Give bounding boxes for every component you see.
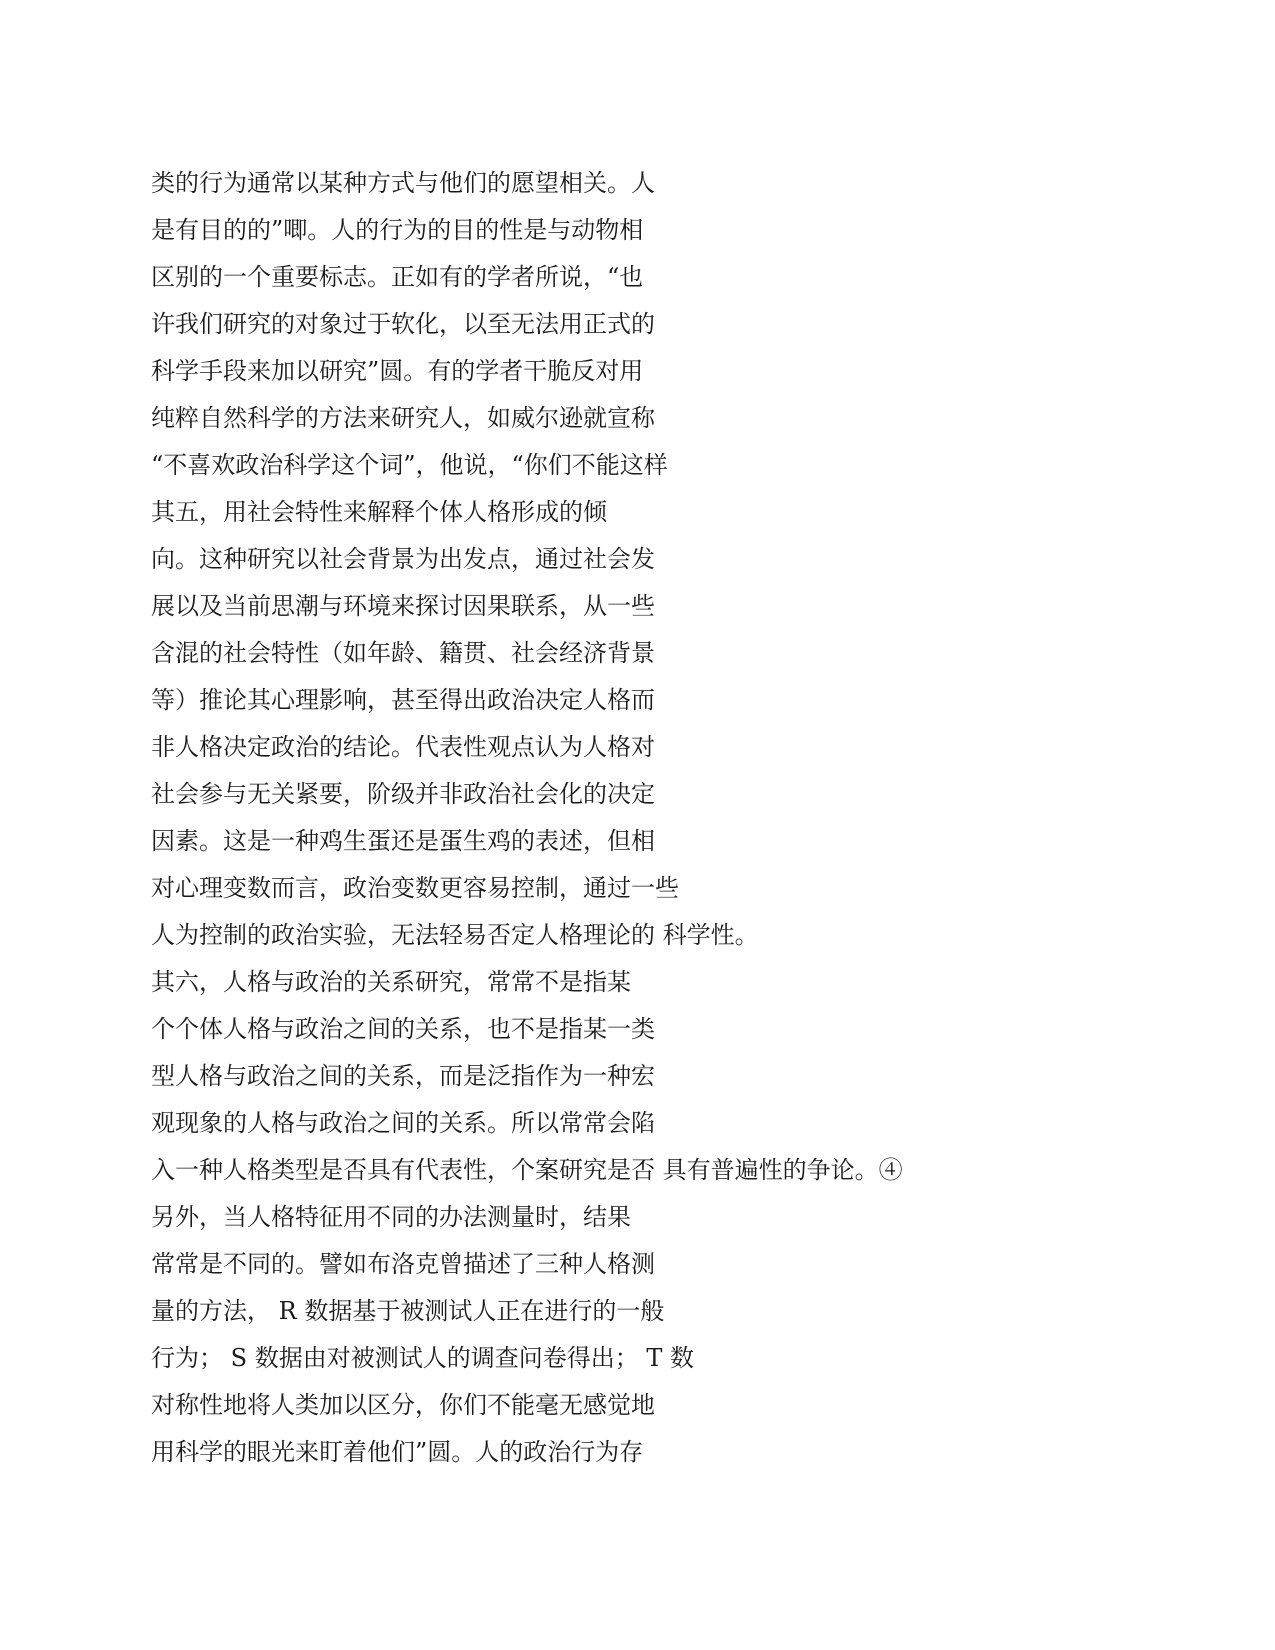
text-line: 展以及当前思潮与环境来探讨因果联系，从一些 <box>151 592 655 620</box>
text-line: 社会参与无关紧要，阶级并非政治社会化的决定 <box>151 780 655 808</box>
text-line: 其五，用社会特性来解释个体人格形成的倾 <box>151 498 607 526</box>
text-line: 人为控制的政治实验，无法轻易否定人格理论的 科学性。 <box>151 921 759 949</box>
text-line: 对称性地将人类加以区分，你们不能毫无感觉地 <box>151 1391 655 1419</box>
text-line: 是有目的的”唧。人的行为的目的性是与动物相 <box>151 216 644 244</box>
text-line: 行为； S 数据由对被测试人的调查问卷得出； T 数 <box>151 1344 694 1372</box>
text-line: 用科学的眼光来盯着他们”圆。人的政治行为存 <box>151 1438 644 1466</box>
text-line: 对心理变数而言，政治变数更容易控制，通过一些 <box>151 874 679 902</box>
text-line: 含混的社会特性（如年龄、籍贯、社会经济背景 <box>151 639 655 667</box>
document-body <box>151 160 1151 1476</box>
text-line: 个个体人格与政治之间的关系，也不是指某一类 <box>151 1015 655 1043</box>
text-line: 许我们研究的对象过于软化，以至无法用正式的 <box>151 310 655 338</box>
text-line: 向。这种研究以社会背景为出发点，通过社会发 <box>151 545 655 573</box>
text-line: 入一种人格类型是否具有代表性，个案研究是否 具有普遍性的争论。④ <box>151 1156 903 1184</box>
text-line: 量的方法， R 数据基于被测试人正在进行的一般 <box>151 1297 665 1325</box>
text-line: 因素。这是一种鸡生蛋还是蛋生鸡的表述，但相 <box>151 827 655 855</box>
text-line: 另外，当人格特征用不同的办法测量时，结果 <box>151 1203 631 1231</box>
text-line: 型人格与政治之间的关系，而是泛指作为一种宏 <box>151 1062 655 1090</box>
text-line: 科学手段来加以研究”圆。有的学者干脆反对用 <box>151 357 644 385</box>
text-line: “不喜欢政治科学这个词”，他说，“你们不能这样 <box>151 451 668 479</box>
text-line: 类的行为通常以某种方式与他们的愿望相关。人 <box>151 169 655 197</box>
text-line: 等）推论其心理影响，甚至得出政治决定人格而 <box>151 686 655 714</box>
text-line: 纯粹自然科学的方法来研究人，如威尔逊就宣称 <box>151 404 655 432</box>
text-line: 其六，人格与政治的关系研究，常常不是指某 <box>151 968 631 996</box>
text-line: 观现象的人格与政治之间的关系。所以常常会陷 <box>151 1109 655 1137</box>
text-line: 非人格决定政治的结论。代表性观点认为人格对 <box>151 733 655 761</box>
text-line: 区别的一个重要标志。正如有的学者所说，“也 <box>151 263 644 291</box>
text-line: 常常是不同的。譬如布洛克曾描述了三种人格测 <box>151 1250 655 1278</box>
